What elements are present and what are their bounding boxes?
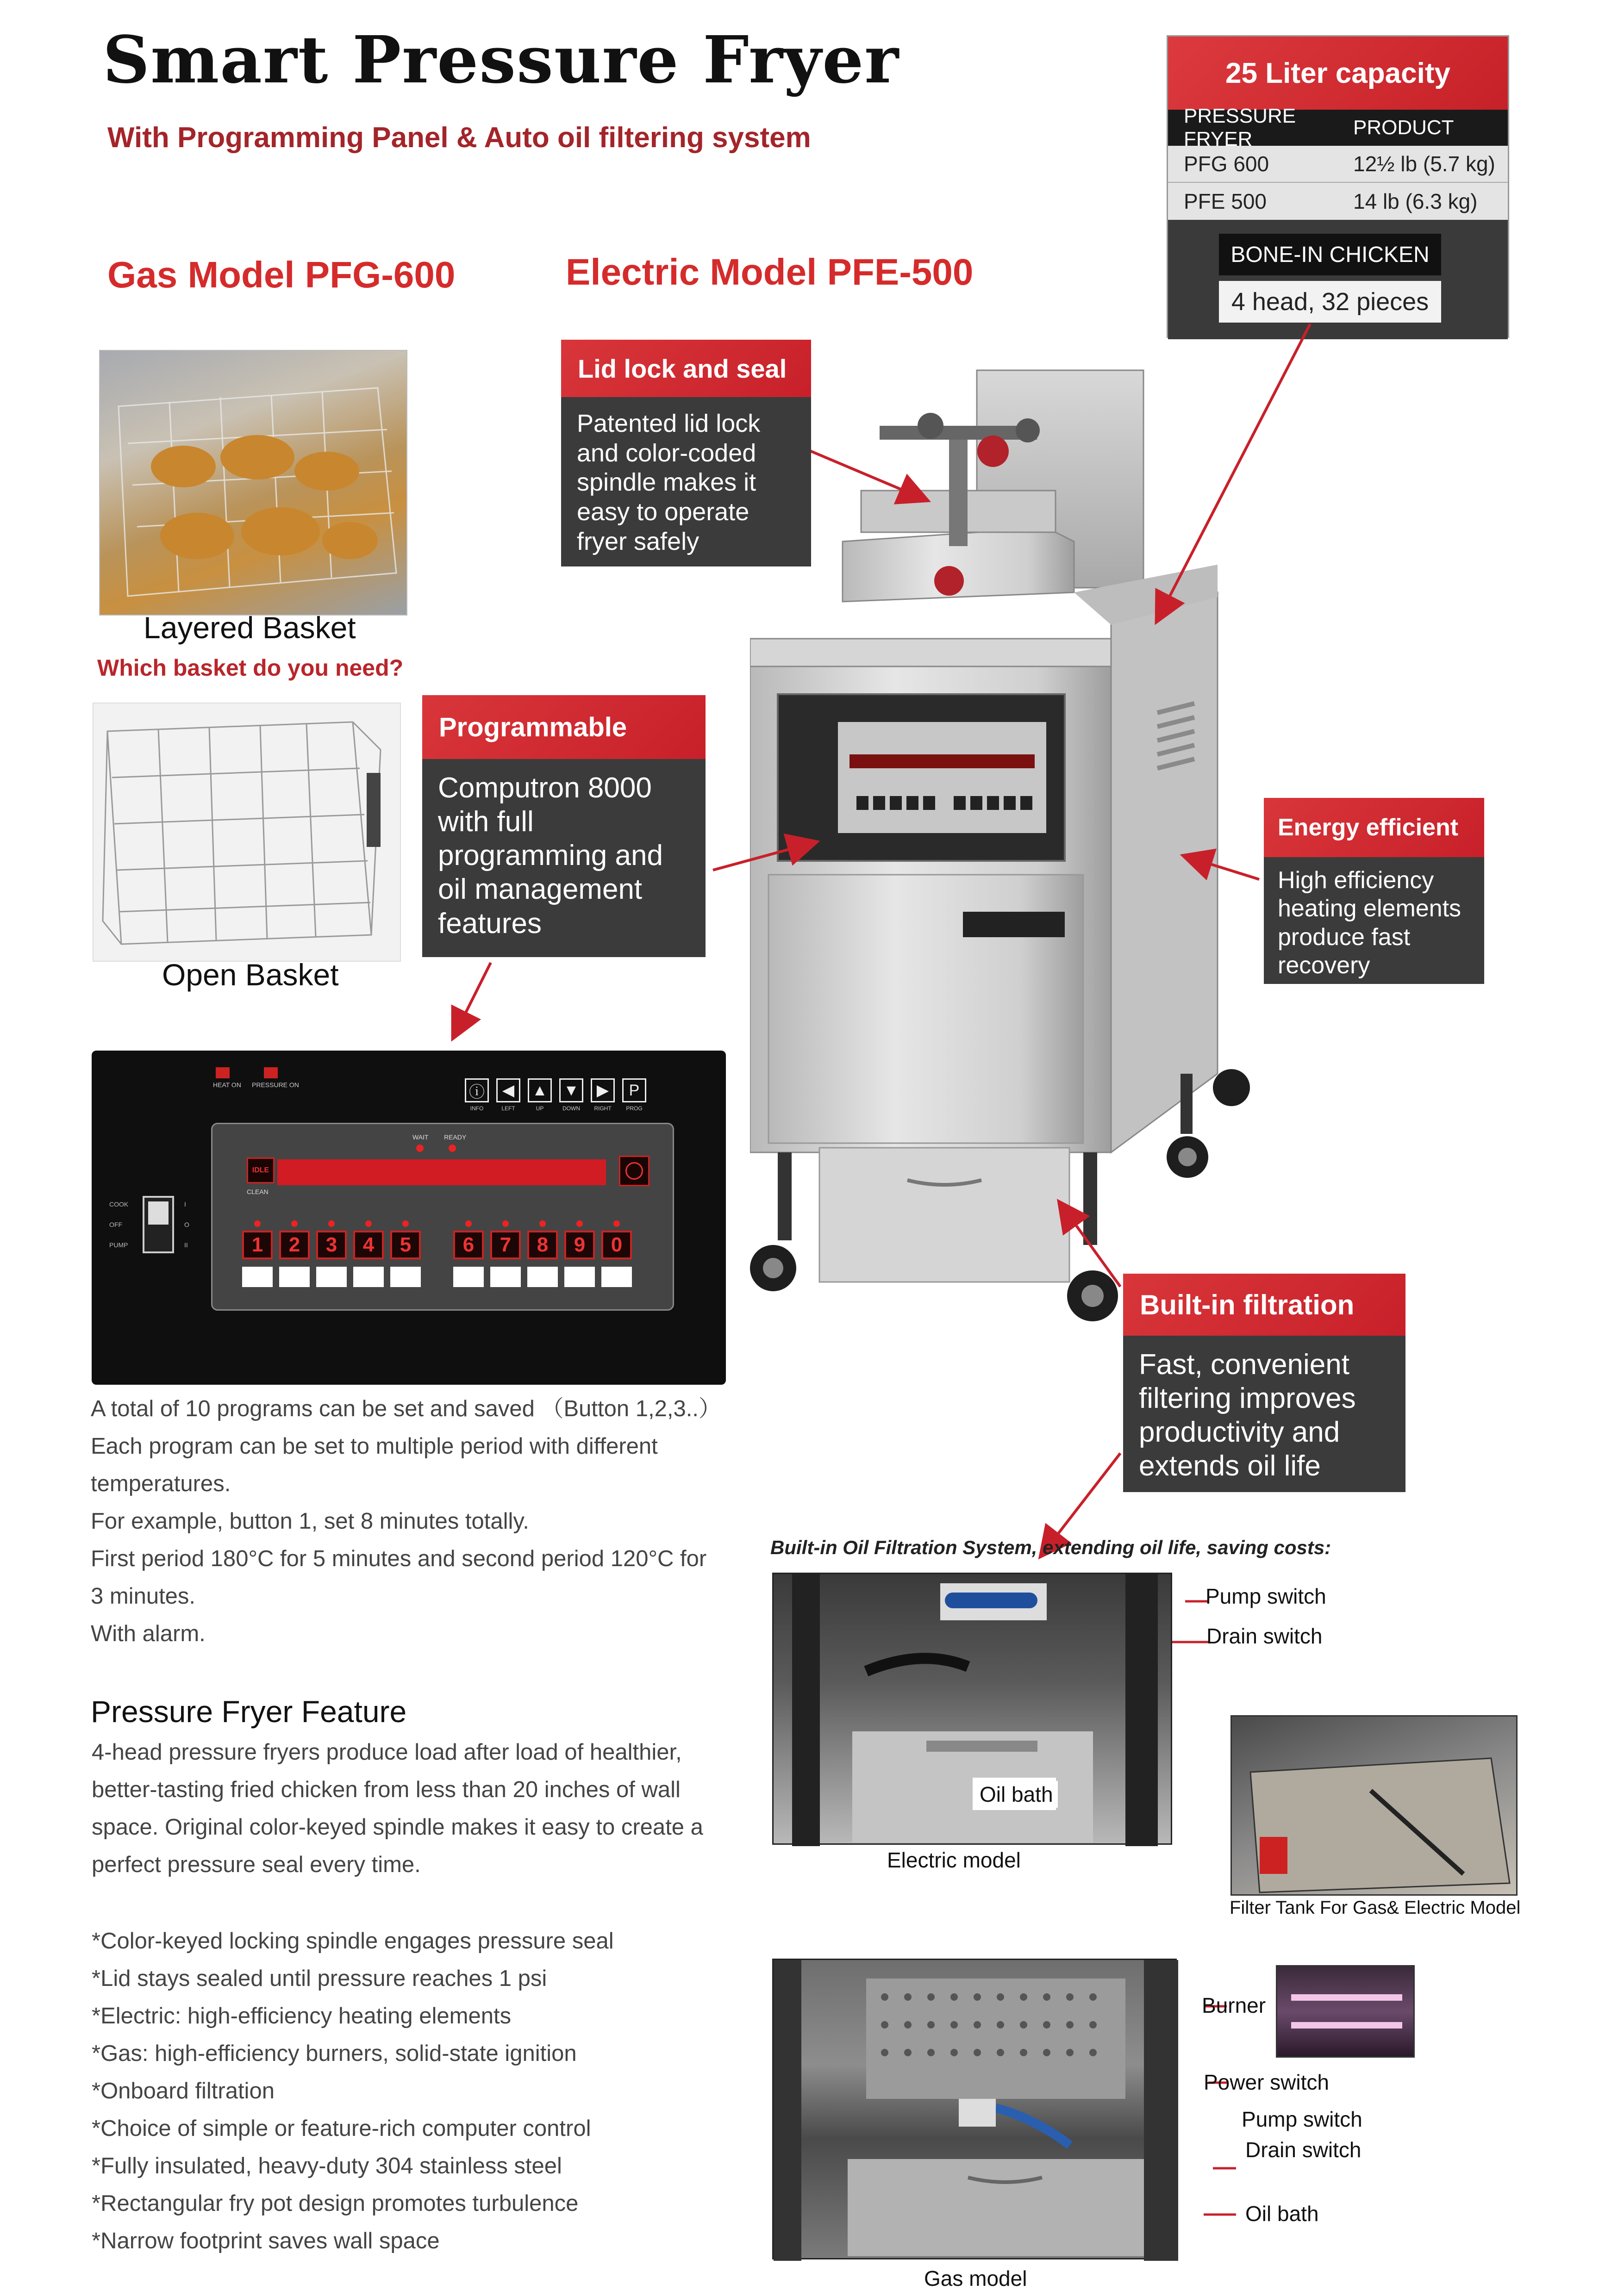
program-button-9[interactable]: 9 bbox=[564, 1231, 595, 1259]
page-title: Smart Pressure Fryer bbox=[103, 22, 900, 98]
nav-buttons: ⓘ INFO ◀ LEFT ▲ UP ▼ DOWN ▶ RIGHT P PROG bbox=[465, 1078, 646, 1112]
list-item: *Color-keyed locking spindle engages pressure seal bbox=[92, 1929, 614, 1954]
heat-on-indicator bbox=[216, 1067, 230, 1078]
computron-control-panel: HEAT ON PRESSURE ON ⓘ INFO ◀ LEFT ▲ UP ▼ DOWN ▶ RIGHT P PROG COOK OFF PUMP I O II WAIT READY IDLE CLEAN 1 2 3 4 5 6 7 8 9 0 bbox=[92, 1051, 726, 1385]
column-header-fryer: PRESSURE FRYER bbox=[1184, 105, 1296, 150]
list-item: *Rectangular fry pot design promotes turbulence bbox=[92, 2191, 579, 2216]
up-button[interactable]: ▲ bbox=[528, 1078, 552, 1102]
page-subtitle: With Programming Panel & Auto oil filtering system bbox=[107, 122, 811, 154]
filter-tank-label: Filter Tank For Gas& Electric Model bbox=[1230, 1898, 1521, 1918]
program-label-slot bbox=[279, 1267, 310, 1287]
list-item: *Gas: high-efficiency burners, solid-state ignition bbox=[92, 2041, 577, 2066]
drain-switch-label: Drain switch bbox=[1206, 1624, 1323, 1648]
capacity-header: 25 Liter capacity bbox=[1168, 37, 1508, 110]
callout-built-in-filtration: Built-in filtration Fast, convenient filtering improves productivity and extends oil life bbox=[1123, 1274, 1405, 1492]
feature-bullets bbox=[92, 1923, 768, 2260]
program-description: A total of 10 programs can be set and saved （Button 1,2,3..） Each program can be set to multiple period with different temperatures. For example, button 1, set 8 minutes totally. First period 180°C for 5 minutes and second period 120°C for 3 minutes. With alarm. bbox=[91, 1396, 721, 1646]
callout-title: Energy efficient bbox=[1264, 798, 1484, 857]
electric-model-photo bbox=[772, 1573, 1172, 1845]
list-item: *Onboard filtration bbox=[92, 2078, 275, 2103]
callout-lid-lock: Lid lock and seal Patented lid lock and color-coded spindle makes it easy to operate fryer safely bbox=[561, 340, 811, 566]
left-button[interactable]: ◀ bbox=[496, 1078, 520, 1102]
ready-indicator bbox=[449, 1145, 456, 1152]
pump-switch-label: Pump switch bbox=[1206, 1584, 1326, 1608]
info-button[interactable]: ⓘ bbox=[465, 1078, 489, 1102]
table-row: PFE 500 14 lb (6.3 kg) bbox=[1168, 183, 1508, 220]
feature-title: Pressure Fryer Feature bbox=[91, 1694, 407, 1729]
program-label-slot bbox=[242, 1267, 273, 1287]
program-indicator bbox=[539, 1220, 546, 1227]
feature-paragraph: 4-head pressure fryers produce load after load of healthier, better-tasting fried chicken from less than 20 inches of wall space. Original color-keyed spindle makes it easy to create a perfect pressure seal every time. bbox=[92, 1740, 703, 1877]
layered-basket-label: Layered Basket bbox=[144, 610, 356, 645]
led-display bbox=[277, 1159, 606, 1185]
power-switch-label: Power switch bbox=[1204, 2070, 1329, 2094]
bone-in-chicken-label: BONE-IN CHICKEN bbox=[1219, 234, 1441, 275]
list-item: *Electric: high-efficiency heating elements bbox=[92, 2004, 512, 2028]
timer-button[interactable] bbox=[619, 1156, 650, 1186]
program-buttons bbox=[242, 1220, 650, 1290]
open-basket-label: Open Basket bbox=[162, 958, 339, 992]
program-indicator bbox=[465, 1220, 472, 1227]
callout-energy-efficient: Energy efficient High efficiency heating elements produce fast recovery bbox=[1264, 798, 1484, 984]
column-header-product: PRODUCT bbox=[1353, 116, 1454, 139]
clock-icon bbox=[625, 1162, 643, 1180]
filter-tank-photo bbox=[1230, 1715, 1518, 1896]
gas-drain-switch-label: Drain switch bbox=[1245, 2138, 1362, 2162]
program-indicator bbox=[365, 1220, 372, 1227]
program-label-slot bbox=[490, 1267, 521, 1287]
callout-title: Built-in filtration bbox=[1123, 1274, 1405, 1336]
filtration-caption: Built-in Oil Filtration System, extending oil life, saving costs: bbox=[770, 1537, 1331, 1558]
oil-bath-label: Oil bath bbox=[975, 1781, 1058, 1808]
program-indicator bbox=[502, 1220, 509, 1227]
callout-programmable: Programmable Computron 8000 with full programming and oil management features bbox=[422, 695, 706, 957]
program-label-slot bbox=[353, 1267, 384, 1287]
basket-question: Which basket do you need? bbox=[97, 655, 404, 681]
gas-oil-bath-label: Oil bath bbox=[1245, 2202, 1319, 2226]
program-button-8[interactable]: 8 bbox=[527, 1231, 558, 1259]
callout-title: Programmable bbox=[422, 695, 706, 759]
list-item: *Lid stays sealed until pressure reaches 1 psi bbox=[92, 1966, 547, 1991]
program-indicator bbox=[328, 1220, 335, 1227]
switch-labels: COOK OFF PUMP bbox=[109, 1201, 129, 1249]
callout-title: Lid lock and seal bbox=[561, 340, 811, 397]
program-button-1[interactable]: 1 bbox=[242, 1231, 273, 1259]
pressure-on-indicator bbox=[264, 1067, 278, 1078]
list-item: *Fully insulated, heavy-duty 304 stainless steel bbox=[92, 2153, 562, 2178]
down-button[interactable]: ▼ bbox=[559, 1078, 583, 1102]
program-label-slot bbox=[527, 1267, 558, 1287]
table-row: PFG 600 12½ lb (5.7 kg) bbox=[1168, 146, 1508, 183]
burner-photo bbox=[1276, 1965, 1415, 2058]
program-indicator bbox=[402, 1220, 409, 1227]
program-button-2[interactable]: 2 bbox=[279, 1231, 310, 1259]
program-label-slot bbox=[453, 1267, 484, 1287]
gas-model-label: Gas model bbox=[924, 2266, 1027, 2290]
program-button-7[interactable]: 7 bbox=[490, 1231, 521, 1259]
program-label-slot bbox=[601, 1267, 632, 1287]
program-button-4[interactable]: 4 bbox=[353, 1231, 384, 1259]
program-indicator bbox=[613, 1220, 620, 1227]
electric-model-label: Electric model bbox=[887, 1848, 1021, 1872]
program-label-slot bbox=[564, 1267, 595, 1287]
burner-label: Burner bbox=[1202, 1993, 1266, 2017]
program-button-3[interactable]: 3 bbox=[316, 1231, 347, 1259]
cook-pump-switch[interactable] bbox=[143, 1196, 174, 1253]
program-indicator bbox=[291, 1220, 298, 1227]
program-label-slot bbox=[316, 1267, 347, 1287]
idle-button[interactable]: IDLE bbox=[247, 1157, 275, 1183]
display-module: WAIT READY IDLE CLEAN 1 2 3 4 5 6 7 8 9 0 bbox=[211, 1123, 674, 1311]
gas-model-photo bbox=[772, 1959, 1177, 2259]
program-button-6[interactable]: 6 bbox=[453, 1231, 484, 1259]
prog-button[interactable]: P bbox=[622, 1078, 646, 1102]
wait-indicator bbox=[416, 1145, 424, 1152]
gas-pump-switch-label: Pump switch bbox=[1242, 2107, 1362, 2131]
program-indicator bbox=[254, 1220, 261, 1227]
program-button-0[interactable]: 0 bbox=[601, 1231, 632, 1259]
program-indicator bbox=[576, 1220, 583, 1227]
list-item: *Narrow footprint saves wall space bbox=[92, 2228, 440, 2253]
right-button[interactable]: ▶ bbox=[591, 1078, 615, 1102]
program-button-5[interactable]: 5 bbox=[390, 1231, 421, 1259]
electric-model-title: Electric Model PFE-500 bbox=[566, 251, 974, 292]
bone-in-chicken-value: 4 head, 32 pieces bbox=[1219, 281, 1441, 323]
list-item: *Choice of simple or feature-rich computer control bbox=[92, 2116, 591, 2141]
program-label-slot bbox=[390, 1267, 421, 1287]
gas-model-title: Gas Model PFG-600 bbox=[107, 254, 456, 295]
